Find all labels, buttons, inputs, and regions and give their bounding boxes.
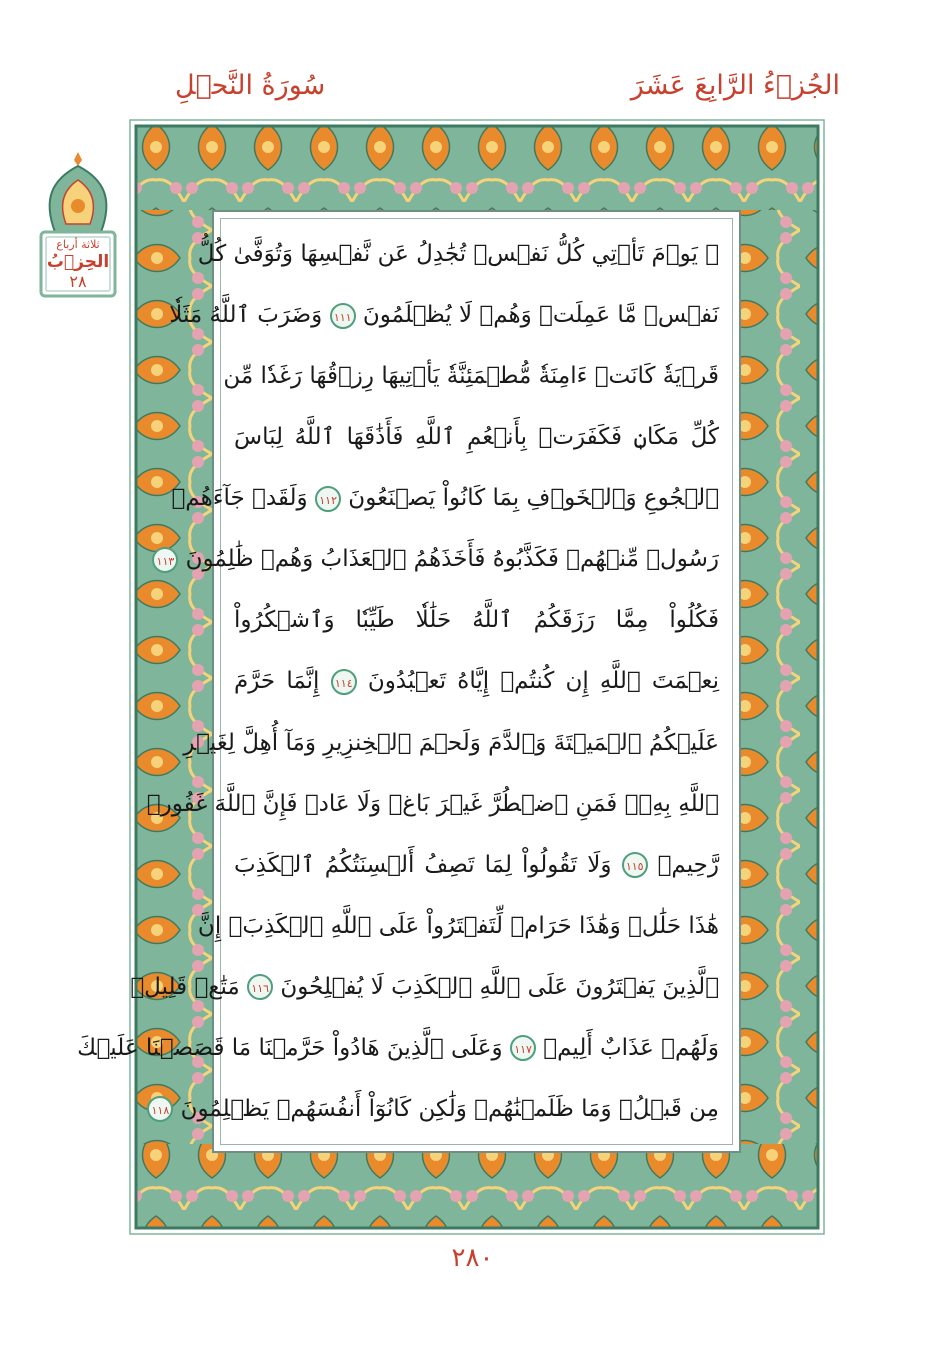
verse-text: رَّحِيمٞ bbox=[657, 851, 719, 878]
ayah-number-marker: ١١١ bbox=[330, 303, 356, 329]
verse-text: نَفۡسٖ مَّا عَمِلَتۡ وَهُمۡ لَا يُظۡلَمُونَ bbox=[362, 302, 719, 329]
juz-title: الجُزۡءُ الرَّابِعَ عَشَرَ bbox=[630, 70, 840, 101]
verse-text: وَلَا تَقُولُواْ لِمَا تَصِفُ أَلۡسِنَتُكُمُ ٱلۡكَذِبَ bbox=[234, 851, 612, 878]
hizb-marker bbox=[35, 150, 121, 300]
verse-text: مَتَٰعٞ قَلِيلٞ bbox=[130, 973, 240, 1000]
surah-title: سُورَةُ النَّحۡلِ bbox=[175, 70, 326, 101]
verse-line bbox=[151, 1087, 719, 1131]
verse-text: قَرۡيَةٗ كَانَتۡ ءَامِنَةٗ مُّطۡمَئِنَّةٗ يَأۡتِيهَا رِزۡقُهَا رَغَدٗا مِّن bbox=[223, 363, 719, 390]
verse-line bbox=[197, 232, 719, 276]
verse-line bbox=[146, 782, 719, 826]
ayah-number-marker: ١١٣ bbox=[152, 547, 178, 573]
verse-line bbox=[234, 659, 719, 703]
verse-text: وَضَرَبَ ٱللَّهُ مَثَلٗا bbox=[169, 302, 323, 329]
verse-text: مِن قَبۡلُۖ وَمَا ظَلَمۡنَٰهُمۡ وَلَٰكِن كَانُوٓاْ أَنفُسَهُمۡ يَظۡلِمُونَ bbox=[180, 1095, 719, 1122]
verse-text: عَلَيۡكُمُ ٱلۡمَيۡتَةَ وَٱلدَّمَ وَلَحۡمَ ٱلۡخِنزِيرِ وَمَآ أُهِلَّ لِغَيۡرِ bbox=[183, 729, 719, 756]
verse-text: ٱلَّذِينَ يَفۡتَرُونَ عَلَى ٱللَّهِ ٱلۡكَذِبَ لَا يُفۡلِحُونَ bbox=[280, 973, 719, 1000]
verse-line bbox=[183, 721, 719, 765]
verse-text: ۞ يَوۡمَ تَأۡتِي كُلُّ نَفۡسٖ تُجَٰدِلُ عَن نَّفۡسِهَا وَتُوَفَّىٰ كُلُّ bbox=[197, 241, 719, 267]
verse-line bbox=[169, 293, 719, 337]
verse-text: نِعۡمَتَ ٱللَّهِ إِن كُنتُمۡ إِيَّاهُ تَعۡبُدُونَ bbox=[367, 668, 720, 695]
verse-line bbox=[156, 537, 719, 581]
verse-line bbox=[197, 904, 719, 948]
verse-line bbox=[223, 354, 719, 398]
ayah-number-marker: ١١٥ bbox=[622, 852, 648, 878]
ayah-number-marker: ١١٧ bbox=[510, 1035, 536, 1061]
verse-text: وَلَقَدۡ جَآءَهُمۡ bbox=[171, 485, 308, 512]
ayah-number-marker: ١١٦ bbox=[247, 974, 273, 1000]
verse-text: وَعَلَى ٱلَّذِينَ هَادُواْ حَرَّمۡنَا مَا قَصَصۡنَا عَلَيۡكَ bbox=[77, 1034, 503, 1061]
ayah-number-marker: ١١٢ bbox=[315, 486, 341, 512]
verse-line bbox=[77, 1026, 719, 1070]
verse-text: رَسُولٞ مِّنۡهُمۡ فَكَذَّبُوهُ فَأَخَذَهُمُ ٱلۡعَذَابُ وَهُمۡ ظَٰلِمُونَ bbox=[185, 546, 719, 573]
verse-text: إِنَّمَا حَرَّمَ bbox=[234, 668, 320, 695]
verse-line bbox=[171, 476, 719, 520]
page-number: ٢٨٠ bbox=[451, 1243, 494, 1273]
hizb-fraction: ثلاثة أرباع bbox=[56, 238, 100, 251]
verse-text: فَكُلُواْ مِمَّا رَزَقَكُمُ ٱللَّهُ حَلَٰلٗا طَيِّبٗا وَٱشۡكُرُواْ bbox=[234, 607, 719, 634]
verse-text: ٱلۡجُوعِ وَٱلۡخَوۡفِ بِمَا كَانُواْ يَصۡنَعُونَ bbox=[348, 485, 719, 512]
verse-line bbox=[234, 415, 719, 459]
verse-text: كُلِّ مَكَانٖ فَكَفَرَتۡ بِأَنۡعُمِ ٱللَّهِ فَأَذَٰقَهَا ٱللَّهُ لِبَاسَ bbox=[234, 424, 719, 451]
ayah-number-marker: ١١٤ bbox=[331, 669, 357, 695]
verse-text: هَٰذَا حَلَٰلٞ وَهَٰذَا حَرَامٞ لِّتَفۡتَرُواْ عَلَى ٱللَّهِ ٱلۡكَذِبَۚ إِنَّ bbox=[197, 912, 719, 939]
verse-text: وَلَهُمۡ عَذَابٌ أَلِيمٞ bbox=[543, 1034, 719, 1061]
hizb-number: ٢٨ bbox=[69, 272, 87, 291]
verse-line bbox=[234, 843, 719, 887]
verse-text: ٱللَّهِ بِهِۦۖ فَمَنِ ٱضۡطُرَّ غَيۡرَ بَاغٖ وَلَا عَادٖ فَإِنَّ ٱللَّهَ غَفُورٞ bbox=[146, 790, 719, 817]
ayah-number-marker: ١١٨ bbox=[147, 1096, 173, 1122]
verse-line bbox=[234, 598, 719, 642]
hizb-label: الحِزۡبُ bbox=[46, 252, 110, 272]
verse-line bbox=[130, 965, 719, 1009]
